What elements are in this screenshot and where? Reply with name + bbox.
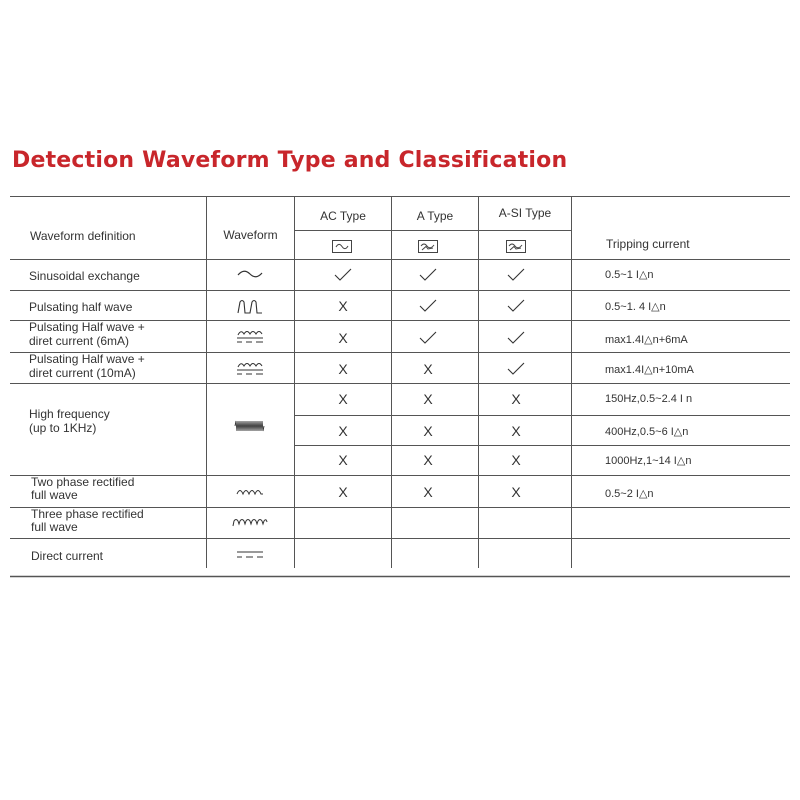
check-mark-icon bbox=[418, 330, 438, 346]
x-mark-icon: X bbox=[338, 330, 348, 346]
x-mark-icon: X bbox=[511, 423, 521, 439]
row-definition: diret current (10mA) bbox=[29, 366, 136, 380]
x-mark-icon: X bbox=[338, 391, 348, 407]
sine-wave-icon bbox=[235, 266, 265, 282]
tripping-current-value: max1.4I△n+10mA bbox=[605, 363, 694, 376]
tripping-current-value: 0.5~1 I△n bbox=[605, 268, 654, 281]
check-mark-icon bbox=[506, 361, 526, 377]
check-mark-icon bbox=[333, 267, 353, 283]
x-mark-icon: X bbox=[423, 391, 433, 407]
x-mark-icon: X bbox=[338, 423, 348, 439]
check-mark-icon bbox=[506, 298, 526, 314]
page-title: Detection Waveform Type and Classification bbox=[12, 148, 568, 173]
row-definition: Pulsating Half wave + bbox=[29, 320, 145, 334]
x-mark-icon: X bbox=[338, 361, 348, 377]
x-mark-icon: X bbox=[423, 452, 433, 468]
half-wave-dc-icon bbox=[234, 326, 266, 346]
x-mark-icon: X bbox=[338, 452, 348, 468]
header-ac-type: AC Type bbox=[320, 208, 366, 223]
tripping-current-value: 150Hz,0.5~2.4 I n bbox=[605, 393, 693, 405]
row-definition: Pulsating half wave bbox=[29, 299, 133, 314]
row-definition: full wave bbox=[31, 520, 78, 534]
half-wave-dc-icon bbox=[234, 358, 266, 378]
x-mark-icon: X bbox=[338, 298, 348, 314]
check-mark-icon bbox=[418, 267, 438, 283]
check-mark-icon bbox=[506, 267, 526, 283]
header-tripping-current: Tripping current bbox=[606, 236, 690, 251]
row-definition: Two phase rectified bbox=[31, 475, 135, 489]
header-waveform: Waveform bbox=[223, 227, 278, 242]
high-frequency-wave-icon bbox=[232, 418, 268, 434]
pulsating-half-wave-icon bbox=[235, 297, 265, 315]
row-definition: Pulsating Half wave + bbox=[29, 352, 145, 366]
x-mark-icon: X bbox=[423, 361, 433, 377]
row-definition: High frequency bbox=[29, 407, 110, 421]
tripping-current-value: max1.4I△n+6mA bbox=[605, 333, 688, 346]
check-mark-icon bbox=[506, 330, 526, 346]
x-mark-icon: X bbox=[423, 484, 433, 500]
a-type-symbol-icon bbox=[417, 239, 439, 253]
header-asi-type: A-SI Type bbox=[498, 205, 552, 220]
two-phase-rectified-icon bbox=[234, 484, 266, 498]
ac-type-symbol-icon bbox=[331, 239, 353, 253]
check-mark-icon bbox=[418, 298, 438, 314]
direct-current-icon bbox=[235, 547, 265, 561]
row-definition: diret current (6mA) bbox=[29, 334, 130, 348]
x-mark-icon: X bbox=[511, 391, 521, 407]
tripping-current-value: 0.5~2 I△n bbox=[605, 487, 654, 500]
x-mark-icon: X bbox=[511, 452, 521, 468]
row-definition: Sinusoidal exchange bbox=[29, 268, 140, 283]
row-definition: Three phase rectified bbox=[31, 507, 144, 521]
row-definition: (up to 1KHz) bbox=[29, 421, 97, 435]
tripping-current-value: 400Hz,0.5~6 I△n bbox=[605, 425, 689, 438]
x-mark-icon: X bbox=[511, 484, 521, 500]
x-mark-icon: X bbox=[338, 484, 348, 500]
row-definition: full wave bbox=[31, 488, 78, 502]
asi-type-symbol-icon bbox=[505, 239, 527, 253]
header-waveform-definition: Waveform definition bbox=[30, 228, 136, 243]
row-definition: Direct current bbox=[31, 548, 104, 563]
tripping-current-value: 0.5~1. 4 I△n bbox=[605, 300, 666, 313]
x-mark-icon: X bbox=[423, 423, 433, 439]
three-phase-rectified-icon bbox=[230, 516, 270, 530]
header-a-type: A Type bbox=[416, 208, 454, 223]
tripping-current-value: 1000Hz,1~14 I△n bbox=[605, 454, 692, 467]
